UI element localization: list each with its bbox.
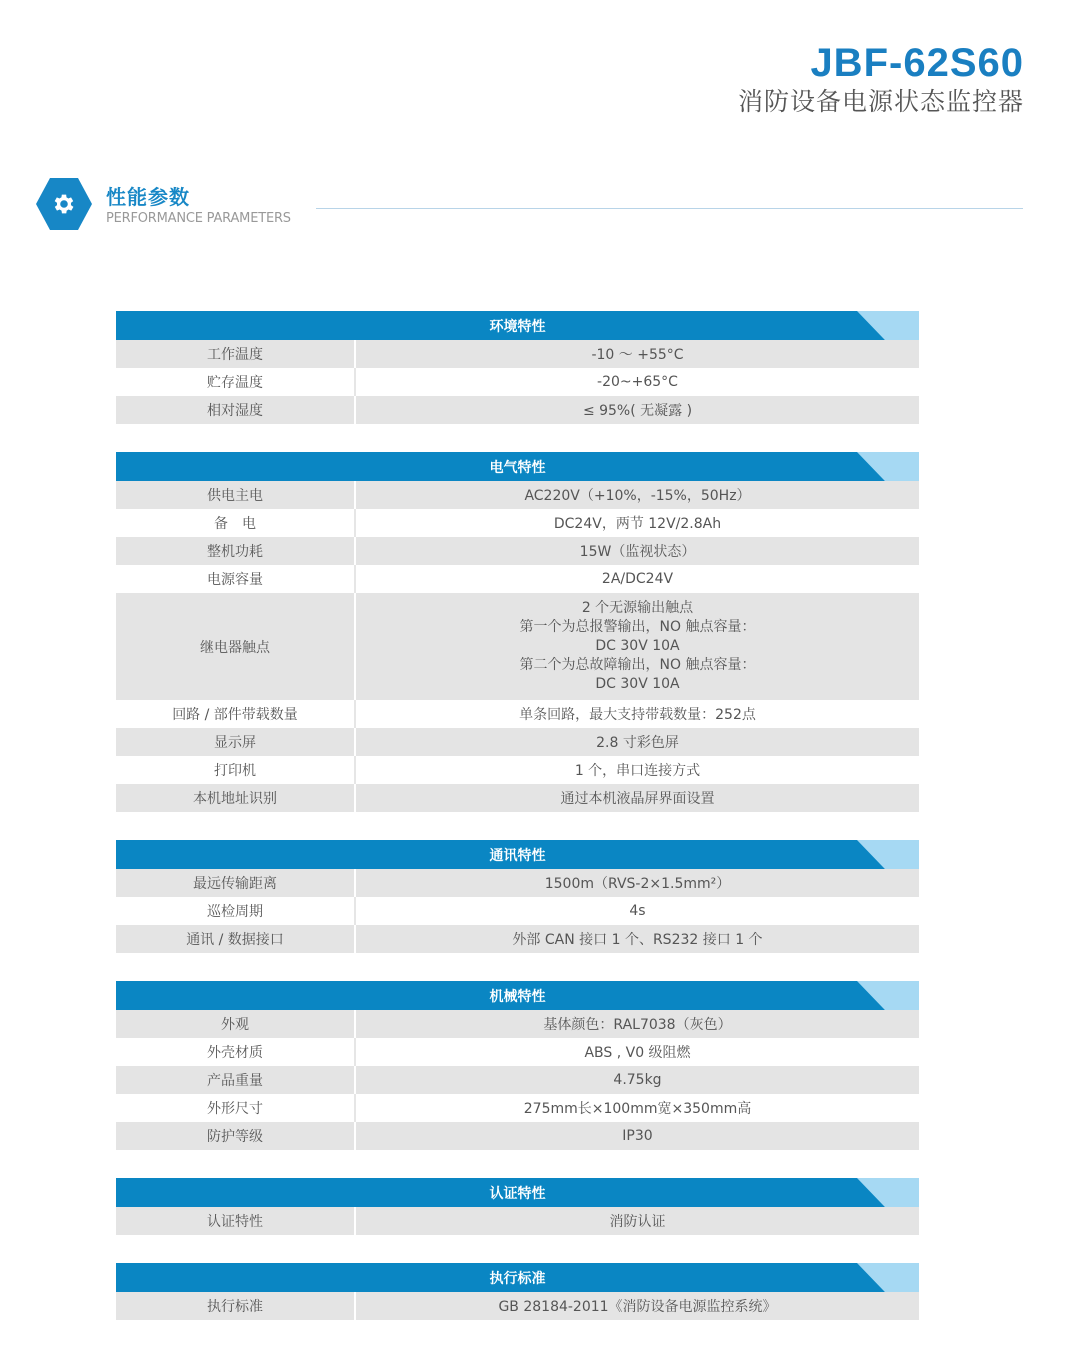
spec-group-title: 电气特性	[489, 459, 546, 476]
section-hex-badge	[36, 178, 92, 230]
section-heading	[36, 178, 1026, 234]
table-row	[116, 1094, 919, 1122]
spec-value: AC220V（+10%，-15%，50Hz）	[524, 488, 751, 504]
spec-label: 继电器触点	[116, 593, 356, 700]
spec-group-header	[116, 311, 919, 340]
spec-label: 工作温度	[116, 340, 356, 368]
spec-value: 1500m（RVS-2×1.5mm²）	[544, 876, 731, 892]
spec-value: DC24V，两节 12V/2.8Ah	[553, 516, 722, 532]
spec-value: 单条回路，最大支持带载数量：252点	[519, 707, 756, 723]
spec-label: 外观	[116, 1010, 356, 1038]
spec-group-header	[116, 452, 919, 481]
spec-value: 4s	[629, 903, 646, 919]
spec-group-title: 环境特性	[489, 318, 546, 335]
table-row	[116, 396, 919, 424]
spec-label: 备 电	[116, 509, 356, 537]
spec-label: 外壳材质	[116, 1038, 356, 1066]
table-row	[116, 340, 919, 368]
spec-group-title: 机械特性	[489, 988, 546, 1005]
spec-group-title: 认证特性	[489, 1185, 546, 1202]
spec-label: 打印机	[116, 756, 356, 784]
product-name: 消防设备电源状态监控器	[737, 87, 1024, 116]
spec-value: 消防认证	[609, 1214, 666, 1230]
table-row	[116, 1038, 919, 1066]
section-subtitle: PERFORMANCE PARAMETERS	[106, 211, 291, 226]
spec-value: 基体颜色：RAL7038（灰色）	[543, 1017, 732, 1033]
table-row	[116, 756, 919, 784]
spec-group-header	[116, 840, 919, 869]
spec-value: 2A/DC24V	[601, 571, 674, 587]
table-row	[116, 897, 919, 925]
spec-value	[356, 593, 919, 700]
spec-group	[116, 311, 919, 424]
header-corner-accent	[857, 311, 919, 340]
spec-value: GB 28184-2011《消防设备电源监控系统》	[498, 1299, 777, 1315]
table-row	[116, 1010, 919, 1038]
table-row	[116, 565, 919, 593]
table-row	[116, 925, 919, 953]
spec-label: 显示屏	[116, 728, 356, 756]
table-row	[116, 537, 919, 565]
spec-group	[116, 981, 919, 1150]
spec-value: -20~+65°C	[597, 374, 678, 390]
spec-group	[116, 1263, 919, 1320]
table-row	[116, 481, 919, 509]
header-corner-accent	[857, 981, 919, 1010]
spec-value-line: DC 30V 10A	[595, 676, 680, 692]
spec-label: 外形尺寸	[116, 1094, 356, 1122]
spec-value: -10 ～ +55°C	[591, 347, 684, 363]
spec-label: 巡检周期	[116, 897, 356, 925]
spec-group-title: 执行标准	[489, 1270, 546, 1287]
header-corner-accent	[857, 840, 919, 869]
header-corner-accent	[857, 1178, 919, 1207]
spec-group-title: 通讯特性	[489, 847, 546, 864]
spec-group-header	[116, 1263, 919, 1292]
spec-value: IP30	[622, 1128, 653, 1144]
spec-label: 供电主电	[116, 481, 356, 509]
table-row	[116, 1066, 919, 1094]
product-model: JBF-62S60	[810, 41, 1024, 85]
spec-value-line: 第一个为总报警输出，NO 触点容量：	[519, 619, 756, 635]
spec-group-header	[116, 1178, 919, 1207]
spec-label: 认证特性	[116, 1207, 356, 1235]
table-row	[116, 784, 919, 812]
spec-group-header	[116, 981, 919, 1010]
spec-label: 产品重量	[116, 1066, 356, 1094]
table-row	[116, 509, 919, 537]
spec-label: 最远传输距离	[116, 869, 356, 897]
spec-label: 回路 / 部件带载数量	[116, 700, 356, 728]
header-corner-accent	[857, 1263, 919, 1292]
spec-label: 相对湿度	[116, 396, 356, 424]
spec-group	[116, 1178, 919, 1235]
table-row	[116, 869, 919, 897]
spec-tables	[116, 311, 919, 1348]
table-row	[116, 700, 919, 728]
table-row	[116, 1292, 919, 1320]
spec-value-line: DC 30V 10A	[595, 638, 680, 654]
table-row	[116, 593, 919, 700]
spec-group	[116, 840, 919, 953]
spec-label: 贮存温度	[116, 368, 356, 396]
spec-value: ABS , V0 级阻燃	[584, 1045, 691, 1061]
spec-value: 15W（监视状态）	[579, 544, 696, 560]
table-row	[116, 1207, 919, 1235]
spec-label: 整机功耗	[116, 537, 356, 565]
spec-value-line: 2 个无源输出触点	[581, 600, 694, 616]
table-row	[116, 1122, 919, 1150]
spec-label: 执行标准	[116, 1292, 356, 1320]
heading-divider	[316, 208, 1023, 209]
spec-value: 外部 CAN 接口 1 个、RS232 接口 1 个	[512, 932, 763, 948]
spec-group	[116, 452, 919, 812]
spec-label: 电源容量	[116, 565, 356, 593]
spec-value: 2.8 寸彩色屏	[596, 735, 679, 751]
table-row	[116, 368, 919, 396]
gear-icon	[51, 191, 77, 217]
spec-value: 1 个，串口连接方式	[574, 763, 701, 779]
spec-value-line: 第二个为总故障输出，NO 触点容量：	[519, 657, 756, 673]
spec-value: 4.75kg	[613, 1072, 662, 1088]
spec-label: 防护等级	[116, 1122, 356, 1150]
spec-label: 本机地址识别	[116, 784, 356, 812]
header-corner-accent	[857, 452, 919, 481]
spec-value: 通过本机液晶屏界面设置	[560, 791, 715, 807]
spec-value: ≤ 95%( 无凝露 )	[582, 403, 693, 419]
table-row	[116, 728, 919, 756]
spec-value: 275mm长×100mm宽×350mm高	[523, 1101, 752, 1117]
spec-label: 通讯 / 数据接口	[116, 925, 356, 953]
section-title: 性能参数	[106, 185, 190, 209]
